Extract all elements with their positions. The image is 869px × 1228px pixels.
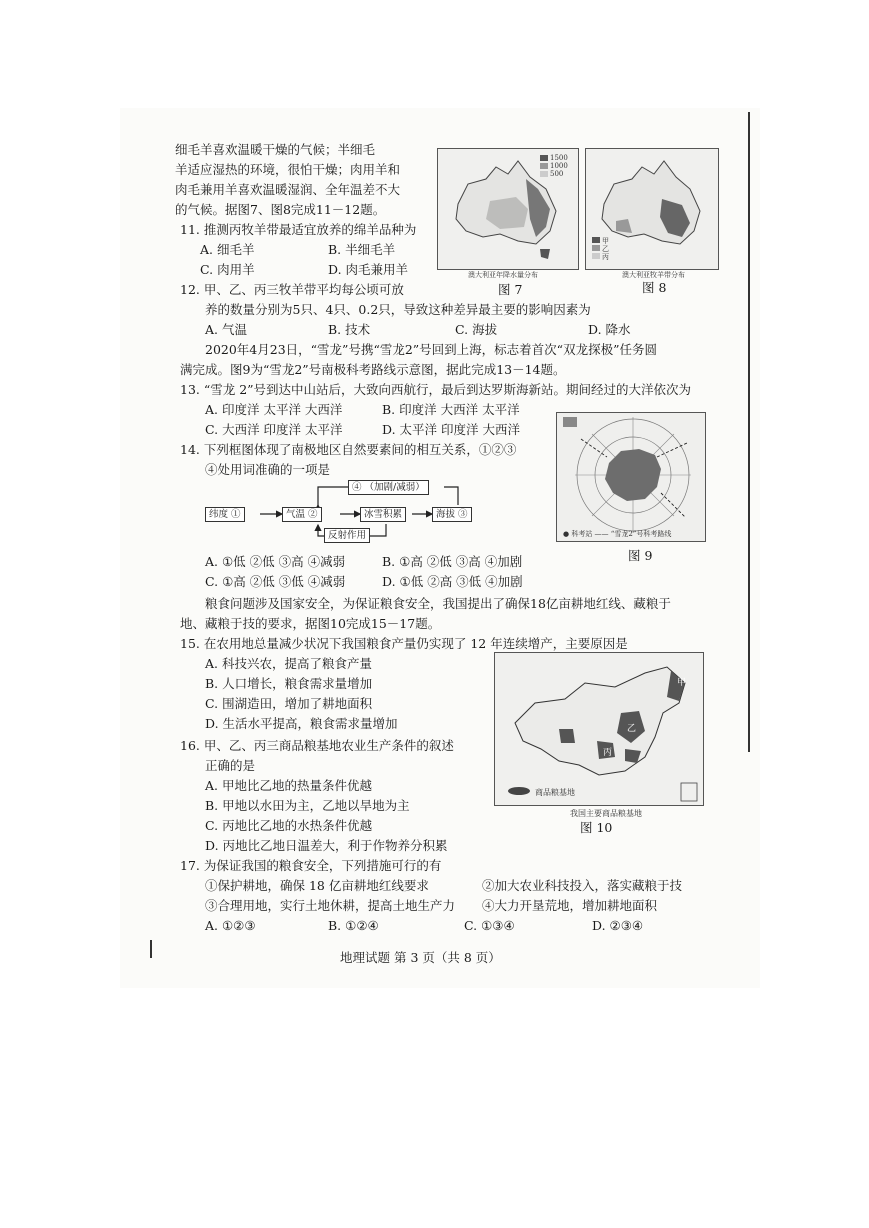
q16-option-d: D. 丙地比乙地日温差大，利于作物养分积累 <box>205 838 448 853</box>
intro-wool-line-1: 细毛羊喜欢温暖干燥的气候；半细毛 <box>175 142 376 157</box>
q12-option-b: B. 技术 <box>328 322 371 337</box>
intro-food-line-2: 地、藏粮于技的要求，据图10完成15－17题。 <box>180 616 441 631</box>
page-border-line <box>748 112 750 752</box>
q13-option-a: A. 印度洋 太平洋 大西洋 <box>205 402 343 417</box>
intro-xuelong-line-1: 2020年4月23日，“雪龙”号携“雪龙2”号回到上海，标志着首次“双龙探极”任务圆 <box>205 342 657 357</box>
q12-option-a: A. 气温 <box>205 322 247 337</box>
q13-option-d: D. 太平洋 印度洋 大西洋 <box>382 422 520 437</box>
figure-9-map <box>556 412 706 542</box>
fig10-region-jia: 甲 <box>677 678 687 688</box>
q17-statement-4: ④大力开垦荒地，增加耕地面积 <box>482 898 658 913</box>
q17-statement-2: ②加大农业科技投入，落实藏粮于技 <box>482 878 683 893</box>
q16-stem-2: 正确的是 <box>205 758 256 773</box>
fig10-region-bing: 丙 <box>603 748 613 758</box>
q16-option-a: A. 甲地比乙地的热量条件优越 <box>205 778 372 793</box>
flow-box-top: ④ （加剧/减弱） <box>348 480 429 495</box>
q14-option-d: D. ①低 ②高 ③低 ④加剧 <box>382 574 523 589</box>
q17-option-b: B. ①②④ <box>328 918 379 933</box>
q11-option-b: B. 半细毛羊 <box>328 242 396 257</box>
fig7-legend-1: 1500 <box>550 154 568 162</box>
q14-option-a: A. ①低 ②低 ③高 ④减弱 <box>205 554 346 569</box>
q11-option-c: C. 肉用羊 <box>200 262 255 277</box>
flow-box-latitude: 纬度 ① <box>205 507 245 522</box>
q12-stem-1: 12. 甲、乙、丙三牧羊带平均每公顷可放 <box>180 282 404 297</box>
q17-statement-3: ③合理用地，实行土地休耕，提高土地生产力 <box>205 898 456 913</box>
q14-option-c: C. ①高 ②低 ③低 ④减弱 <box>205 574 346 589</box>
q16-stem-1: 16. 甲、乙、丙三商品粮基地农业生产条件的叙述 <box>180 738 454 753</box>
fig9-label: 图 9 <box>628 548 653 563</box>
flow-box-ice: 冰雪积累 <box>360 507 406 522</box>
antarctica-route-map <box>557 413 705 541</box>
figure-10-map <box>494 652 704 806</box>
fig10-caption: 我国主要商品粮基地 <box>570 809 642 818</box>
fig9-legend: ● 科考站 —— “雪龙2”号科考路线 <box>563 530 672 538</box>
fig8-caption: 澳大利亚牧羊带分布 <box>622 271 685 279</box>
intro-wool-line-4: 的气候。据图7、图8完成11－12题。 <box>175 202 386 217</box>
intro-food-line-1: 粮食问题涉及国家安全，为保证粮食安全，我国提出了确保18亿亩耕地红线、藏粮于 <box>205 596 671 611</box>
q14-stem-1: 14. 下列框图体现了南极地区自然要素间的相互关系，①②③ <box>180 442 517 457</box>
fig8-legend-3: 丙 <box>602 253 609 261</box>
fig7-legend-3: 500 <box>550 170 564 178</box>
fig10-label: 图 10 <box>580 820 613 835</box>
q13-option-c: C. 大西洋 印度洋 太平洋 <box>205 422 343 437</box>
fig8-legend-2: 乙 <box>602 245 609 253</box>
q12-stem-2: 养的数量分别为5只、4只、0.2只，导致这种差异最主要的影响因素为 <box>205 302 591 317</box>
q15-option-b: B. 人口增长，粮食需求量增加 <box>205 676 373 691</box>
q14-stem-2: ④处用词准确的一项是 <box>205 462 331 477</box>
q15-option-d: D. 生活水平提高，粮食需求量增加 <box>205 716 398 731</box>
q17-option-c: C. ①③④ <box>464 918 515 933</box>
figure-8-map <box>585 148 719 270</box>
flow-box-altitude: 海拔 ③ <box>432 507 472 522</box>
intro-xuelong-line-2: 满完成。图9为“雪龙2”号南极科考路线示意图，据此完成13－14题。 <box>180 362 566 377</box>
flow-box-feedback: 反射作用 <box>324 528 370 543</box>
q14-option-b: B. ①高 ②低 ③高 ④加剧 <box>382 554 523 569</box>
fig10-legend: 商品粮基地 <box>535 788 575 797</box>
q11-stem: 11. 推测丙牧羊带最适宜放养的绵羊品种为 <box>180 222 417 237</box>
page-footer: 地理试题 第 3 页（共 8 页） <box>340 950 501 965</box>
fig8-legend-1: 甲 <box>602 237 609 245</box>
q16-option-c: C. 丙地比乙地的水热条件优越 <box>205 818 373 833</box>
figure-7-map <box>437 148 579 270</box>
q15-option-a: A. 科技兴农，提高了粮食产量 <box>205 656 372 671</box>
fig10-region-yi: 乙 <box>627 724 637 734</box>
intro-wool-line-2: 羊适应湿热的环境，很怕干燥；肉用羊和 <box>175 162 401 177</box>
fig7-caption: 澳大利亚年降水量分布 <box>468 271 538 279</box>
q16-option-b: B. 甲地以水田为主，乙地以旱地为主 <box>205 798 410 813</box>
fig7-label: 图 7 <box>498 282 523 297</box>
flow-box-temperature: 气温 ② <box>282 507 322 522</box>
q11-option-d: D. 肉毛兼用羊 <box>328 262 409 277</box>
china-grain-base-map <box>495 653 703 805</box>
q17-option-d: D. ②③④ <box>592 918 644 933</box>
q12-option-d: D. 降水 <box>588 322 631 337</box>
q15-option-c: C. 围湖造田，增加了耕地面积 <box>205 696 373 711</box>
fig7-legend-2: 1000 <box>550 162 568 170</box>
q13-stem: 13. “雪龙 2”号到达中山站后，大致向西航行，最后到达罗斯海新站。期间经过的大洋依次为 <box>180 382 692 397</box>
fig8-label: 图 8 <box>642 280 667 295</box>
q15-stem: 15. 在农用地总量减少状况下我国粮食产量仍实现了 12 年连续增产，主要原因是 <box>180 636 628 651</box>
q12-option-c: C. 海拔 <box>455 322 498 337</box>
q17-option-a: A. ①②③ <box>205 918 256 933</box>
page-border-mark <box>150 940 152 958</box>
intro-wool-line-3: 肉毛兼用羊喜欢温暖湿润、全年温差不大 <box>175 182 401 197</box>
q11-option-a: A. 细毛羊 <box>200 242 255 257</box>
q13-option-b: B. 印度洋 大西洋 太平洋 <box>382 402 520 417</box>
q17-statement-1: ①保护耕地，确保 18 亿亩耕地红线要求 <box>205 878 429 893</box>
q17-stem: 17. 为保证我国的粮食安全，下列措施可行的有 <box>180 858 442 873</box>
